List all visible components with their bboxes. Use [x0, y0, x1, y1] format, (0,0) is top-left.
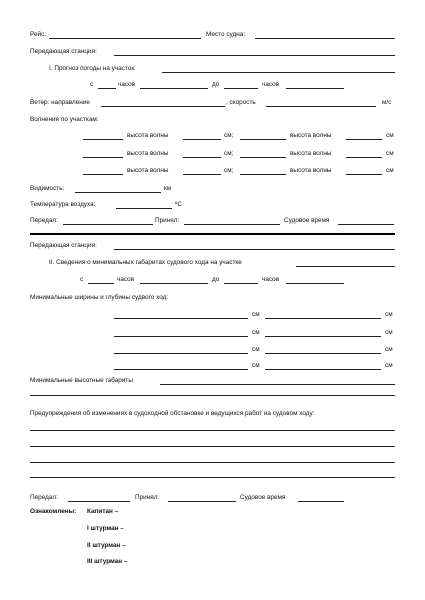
- wind-speed-field[interactable]: [266, 100, 376, 107]
- transmitting-station-label: Передающая станция:: [30, 48, 97, 55]
- wave-height-label: высота волны: [290, 167, 332, 174]
- from-time-field-2[interactable]: [88, 277, 114, 284]
- wave-height-label: высота волны: [127, 150, 169, 157]
- hours-label-4: часов: [262, 276, 280, 283]
- width-field[interactable]: [114, 312, 248, 319]
- cm-label: см: [386, 132, 394, 139]
- sent-field[interactable]: [63, 218, 153, 225]
- visibility-label: Видимость:: [30, 185, 65, 192]
- sent-label-2: Передал:: [30, 494, 58, 501]
- ship-time-label: Судовое время: [284, 217, 330, 224]
- voyage-field[interactable]: [49, 32, 201, 39]
- third-mate-label: III штурман –: [87, 558, 128, 565]
- ship-position-label: Место судна:: [206, 31, 246, 38]
- weather-section-field[interactable]: [162, 66, 395, 73]
- depth-field[interactable]: [265, 312, 381, 319]
- cm-label: см: [386, 150, 394, 157]
- widths-label: Минимальные ширины и глубины судвого ход:: [30, 294, 169, 301]
- depth-field[interactable]: [265, 347, 381, 354]
- from-time-field[interactable]: [98, 82, 116, 89]
- cm-label: см: [252, 346, 260, 353]
- cm-label: см: [385, 311, 393, 318]
- sent-field-2[interactable]: [68, 495, 130, 502]
- warnings-label: Предупреждения об изменениях в судоходной обстановке и ведущихся работ на судовом ходу:: [30, 410, 315, 417]
- temperature-label: Температура воздуха:: [30, 201, 96, 208]
- wind-direction-field[interactable]: [101, 100, 225, 107]
- cm-label: см;: [224, 132, 234, 139]
- celsius-label: ºС: [175, 201, 182, 208]
- wave-area-field[interactable]: [83, 133, 123, 140]
- cm-label: см: [385, 346, 393, 353]
- cm-label: см: [385, 329, 393, 336]
- depth-field[interactable]: [265, 363, 381, 370]
- wave-height-field[interactable]: [183, 151, 221, 158]
- from-date-field[interactable]: [140, 82, 208, 89]
- width-field[interactable]: [114, 347, 248, 354]
- to-time-field[interactable]: [224, 82, 258, 89]
- fairway-section-title: II. Сведения о минимальных габаритах судового хода на участке: [49, 259, 242, 266]
- sent-label: Передал:: [30, 217, 58, 224]
- cm-label: см: [385, 362, 393, 369]
- ship-position-field[interactable]: [255, 32, 395, 39]
- wave-area-field[interactable]: [240, 168, 286, 175]
- ship-time-label-2: Судовое время: [240, 494, 286, 501]
- weather-section-title: I. Прогноз погоды на участок:: [49, 65, 136, 72]
- waves-label: Волнение по участкам:: [30, 116, 99, 123]
- to-time-field-2[interactable]: [224, 277, 258, 284]
- width-field[interactable]: [114, 363, 248, 370]
- wind-label: Ветер: направление: [30, 99, 90, 106]
- captain-label: Капитан –: [87, 508, 119, 515]
- received-label: Принял:: [155, 217, 180, 224]
- first-mate-label: I штурман –: [87, 525, 124, 532]
- received-label-2: Принял:: [135, 494, 160, 501]
- acknowledged-title: Ознакомлены:: [30, 508, 77, 515]
- to-date-field[interactable]: [286, 82, 344, 89]
- heights-field[interactable]: [160, 378, 395, 385]
- heights-label: Минимальные высотные габариты: [30, 377, 133, 384]
- wave-height-field[interactable]: [346, 133, 382, 140]
- transmitting-station-field-2[interactable]: [114, 243, 395, 250]
- wave-height-field[interactable]: [346, 151, 382, 158]
- wave-area-field[interactable]: [240, 151, 286, 158]
- second-mate-label: II штурман –: [87, 542, 126, 549]
- from-date-field-2[interactable]: [140, 277, 208, 284]
- wave-height-field[interactable]: [183, 133, 221, 140]
- width-field[interactable]: [114, 330, 248, 337]
- received-field-2[interactable]: [168, 495, 236, 502]
- wave-area-field[interactable]: [240, 133, 286, 140]
- wave-height-label: высота волны: [127, 132, 169, 139]
- cm-label: см: [252, 329, 260, 336]
- received-field[interactable]: [184, 218, 280, 225]
- wave-height-label: высота волны: [290, 150, 332, 157]
- cm-label: см: [252, 311, 260, 318]
- wave-height-label: высота волны: [127, 167, 169, 174]
- to-label-2: до: [212, 276, 220, 283]
- wave-area-field[interactable]: [83, 151, 123, 158]
- wave-height-field[interactable]: [183, 168, 221, 175]
- ship-time-field[interactable]: [338, 218, 394, 225]
- warnings-line[interactable]: [30, 424, 395, 431]
- from-label-2: с: [80, 276, 84, 283]
- ship-time-field-2[interactable]: [298, 495, 344, 502]
- heights-field-2[interactable]: [30, 389, 395, 396]
- km-label: км: [164, 185, 172, 192]
- transmitting-station-label-2: Передающая станция:: [30, 242, 97, 249]
- cm-label: см: [252, 362, 260, 369]
- voyage-label: Рейс:: [30, 31, 47, 38]
- hours-label-2: часов: [262, 81, 280, 88]
- speed-label: , скорость: [226, 99, 256, 106]
- from-label: с: [90, 81, 94, 88]
- cm-label: см;: [224, 150, 234, 157]
- transmitting-station-field[interactable]: [114, 49, 395, 56]
- section-divider: [30, 233, 395, 235]
- speed-unit: м/с: [382, 99, 392, 106]
- cm-label: см;: [224, 167, 234, 174]
- warnings-line[interactable]: [30, 456, 395, 463]
- to-label: до: [212, 81, 220, 88]
- warnings-line[interactable]: [30, 471, 395, 478]
- depth-field[interactable]: [265, 330, 381, 337]
- warnings-line[interactable]: [30, 440, 395, 447]
- to-date-field-2[interactable]: [286, 277, 344, 284]
- visibility-field[interactable]: [75, 186, 161, 193]
- wave-height-field[interactable]: [346, 168, 382, 175]
- hours-label: часов: [118, 81, 136, 88]
- fairway-section-field[interactable]: [296, 260, 395, 267]
- wave-area-field[interactable]: [83, 168, 123, 175]
- temperature-field[interactable]: [116, 202, 172, 209]
- wave-height-label: высота волны: [290, 132, 332, 139]
- hours-label-3: часов: [117, 276, 135, 283]
- cm-label: см: [386, 167, 394, 174]
